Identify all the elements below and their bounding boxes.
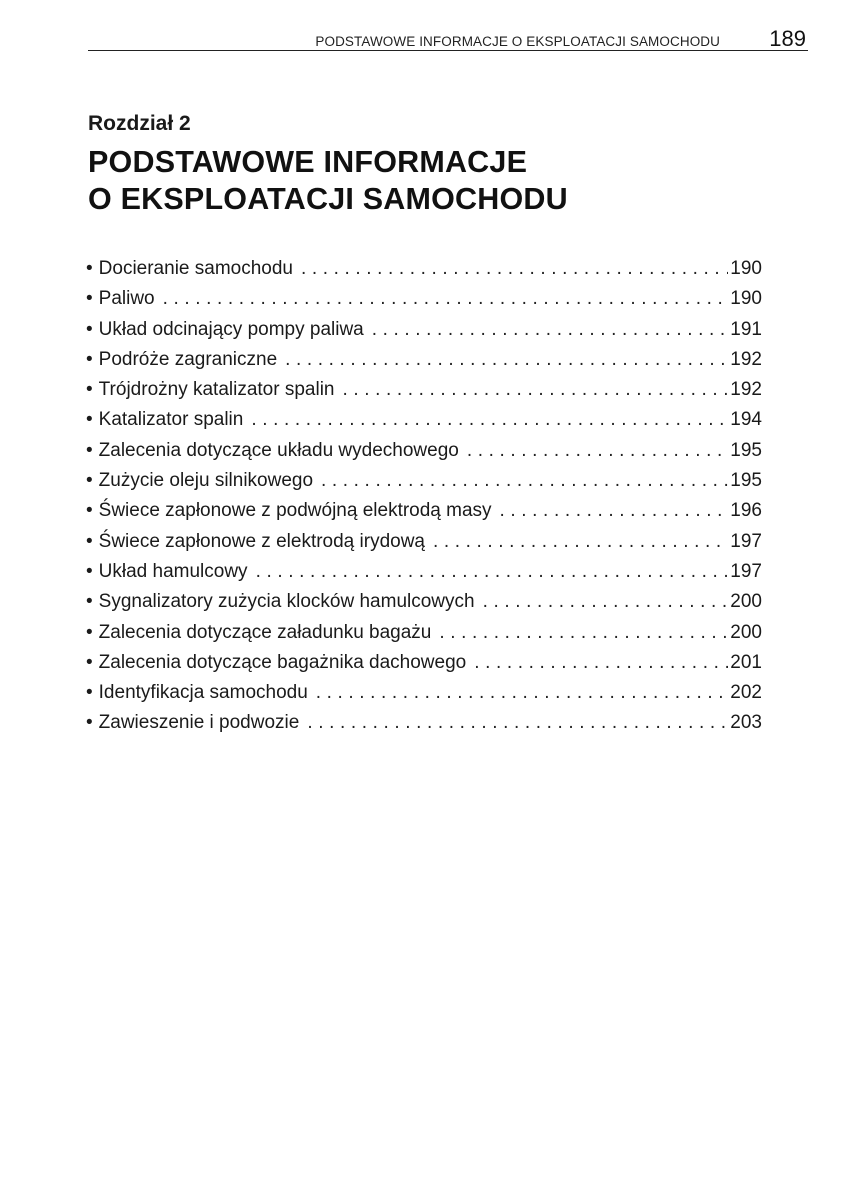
toc-entry[interactable] — [86, 622, 762, 652]
toc-entry-page: 197 — [730, 530, 762, 552]
dot-leader — [256, 561, 729, 583]
chapter-label: Rozdział 2 — [88, 112, 191, 135]
toc-entry-label: Świece zapłonowe z elektrodą irydową — [98, 530, 425, 552]
table-of-contents — [86, 258, 762, 743]
bullet-icon: • — [86, 621, 93, 643]
toc-entry-label: Układ hamulcowy — [98, 560, 248, 582]
dot-leader — [285, 349, 728, 371]
toc-entry-label: Świece zapłonowe z podwójną elektrodą masy — [98, 500, 492, 522]
toc-entry-label: Trójdrożny katalizator spalin — [98, 379, 335, 401]
toc-entry-label: Zawieszenie i podwozie — [98, 712, 300, 734]
dot-leader — [467, 440, 728, 462]
toc-entry-label: Zużycie oleju silnikowego — [98, 470, 314, 492]
dot-leader — [301, 258, 728, 280]
toc-entry[interactable] — [86, 561, 762, 591]
dot-leader — [316, 682, 729, 704]
dot-leader — [483, 591, 729, 613]
toc-entry-page: 197 — [730, 560, 762, 582]
toc-entry-page: 203 — [730, 712, 762, 734]
bullet-icon: • — [86, 439, 93, 461]
toc-entry-page: 200 — [730, 621, 762, 643]
toc-entry-label: Podróże zagraniczne — [98, 348, 278, 370]
toc-entry-page: 191 — [730, 318, 762, 340]
dot-leader — [439, 622, 728, 644]
toc-entry[interactable] — [86, 682, 762, 712]
toc-entry[interactable] — [86, 319, 762, 349]
bullet-icon: • — [86, 651, 93, 673]
bullet-icon: • — [86, 530, 93, 552]
dot-leader — [500, 500, 729, 522]
toc-entry[interactable] — [86, 500, 762, 530]
page-number: 189 — [769, 26, 806, 51]
toc-entry-label: Katalizator spalin — [98, 409, 244, 431]
dot-leader — [343, 379, 729, 401]
dot-leader — [474, 652, 728, 674]
bullet-icon: • — [86, 379, 93, 401]
chapter-title — [88, 144, 568, 218]
bullet-icon: • — [86, 258, 93, 279]
dot-leader — [321, 470, 728, 492]
toc-entry-label: Docieranie samochodu — [98, 258, 293, 279]
dot-leader — [307, 712, 728, 734]
toc-entry-page: 192 — [730, 379, 762, 401]
toc-entry[interactable] — [86, 440, 762, 470]
toc-entry-label: Identyfikacja samochodu — [98, 682, 308, 704]
toc-entry-page: 195 — [730, 470, 762, 492]
toc-entry-page: 195 — [730, 439, 762, 461]
toc-entry[interactable] — [86, 652, 762, 682]
chapter-title-line-2: O EKSPLOATACJI SAMOCHODU — [88, 182, 568, 216]
bullet-icon: • — [86, 500, 93, 522]
running-header — [88, 26, 808, 52]
bullet-icon: • — [86, 348, 93, 370]
bullet-icon: • — [86, 409, 93, 431]
chapter-title-line-1: PODSTAWOWE INFORMACJE — [88, 145, 528, 179]
bullet-icon: • — [86, 712, 93, 734]
toc-entry-page: 190 — [730, 258, 762, 279]
toc-entry-label: Układ odcinający pompy paliwa — [98, 318, 364, 340]
toc-entry[interactable] — [86, 531, 762, 561]
toc-entry-page: 192 — [730, 348, 762, 370]
dot-leader — [251, 409, 728, 431]
running-title: PODSTAWOWE INFORMACJE O EKSPLOATACJI SAMOCHODU — [315, 34, 720, 49]
bullet-icon: • — [86, 318, 93, 340]
dot-leader — [372, 319, 729, 341]
toc-entry-page: 190 — [730, 288, 762, 310]
toc-entry[interactable] — [86, 591, 762, 621]
toc-entry[interactable] — [86, 470, 762, 500]
bullet-icon: • — [86, 591, 93, 613]
toc-entry[interactable] — [86, 258, 762, 288]
bullet-icon: • — [86, 470, 93, 492]
toc-entry[interactable] — [86, 409, 762, 439]
bullet-icon: • — [86, 288, 93, 310]
bullet-icon: • — [86, 682, 93, 704]
toc-entry-label: Sygnalizatory zużycia klocków hamulcowych — [98, 591, 475, 613]
dot-leader — [163, 288, 729, 310]
toc-entry-label: Zalecenia dotyczące załadunku bagażu — [98, 621, 432, 643]
dot-leader — [433, 531, 728, 553]
toc-entry-page: 194 — [730, 409, 762, 431]
toc-entry-page: 201 — [730, 651, 762, 673]
header-rule — [88, 50, 808, 51]
toc-entry-page: 196 — [730, 500, 762, 522]
toc-entry-label: Paliwo — [98, 288, 155, 310]
toc-entry-page: 200 — [730, 591, 762, 613]
toc-entry[interactable] — [86, 379, 762, 409]
toc-entry[interactable] — [86, 349, 762, 379]
toc-entry[interactable] — [86, 288, 762, 318]
bullet-icon: • — [86, 560, 93, 582]
toc-entry-page: 202 — [730, 682, 762, 704]
toc-entry[interactable] — [86, 712, 762, 742]
toc-entry-label: Zalecenia dotyczące bagażnika dachowego — [98, 651, 467, 673]
toc-entry-label: Zalecenia dotyczące układu wydechowego — [98, 439, 459, 461]
